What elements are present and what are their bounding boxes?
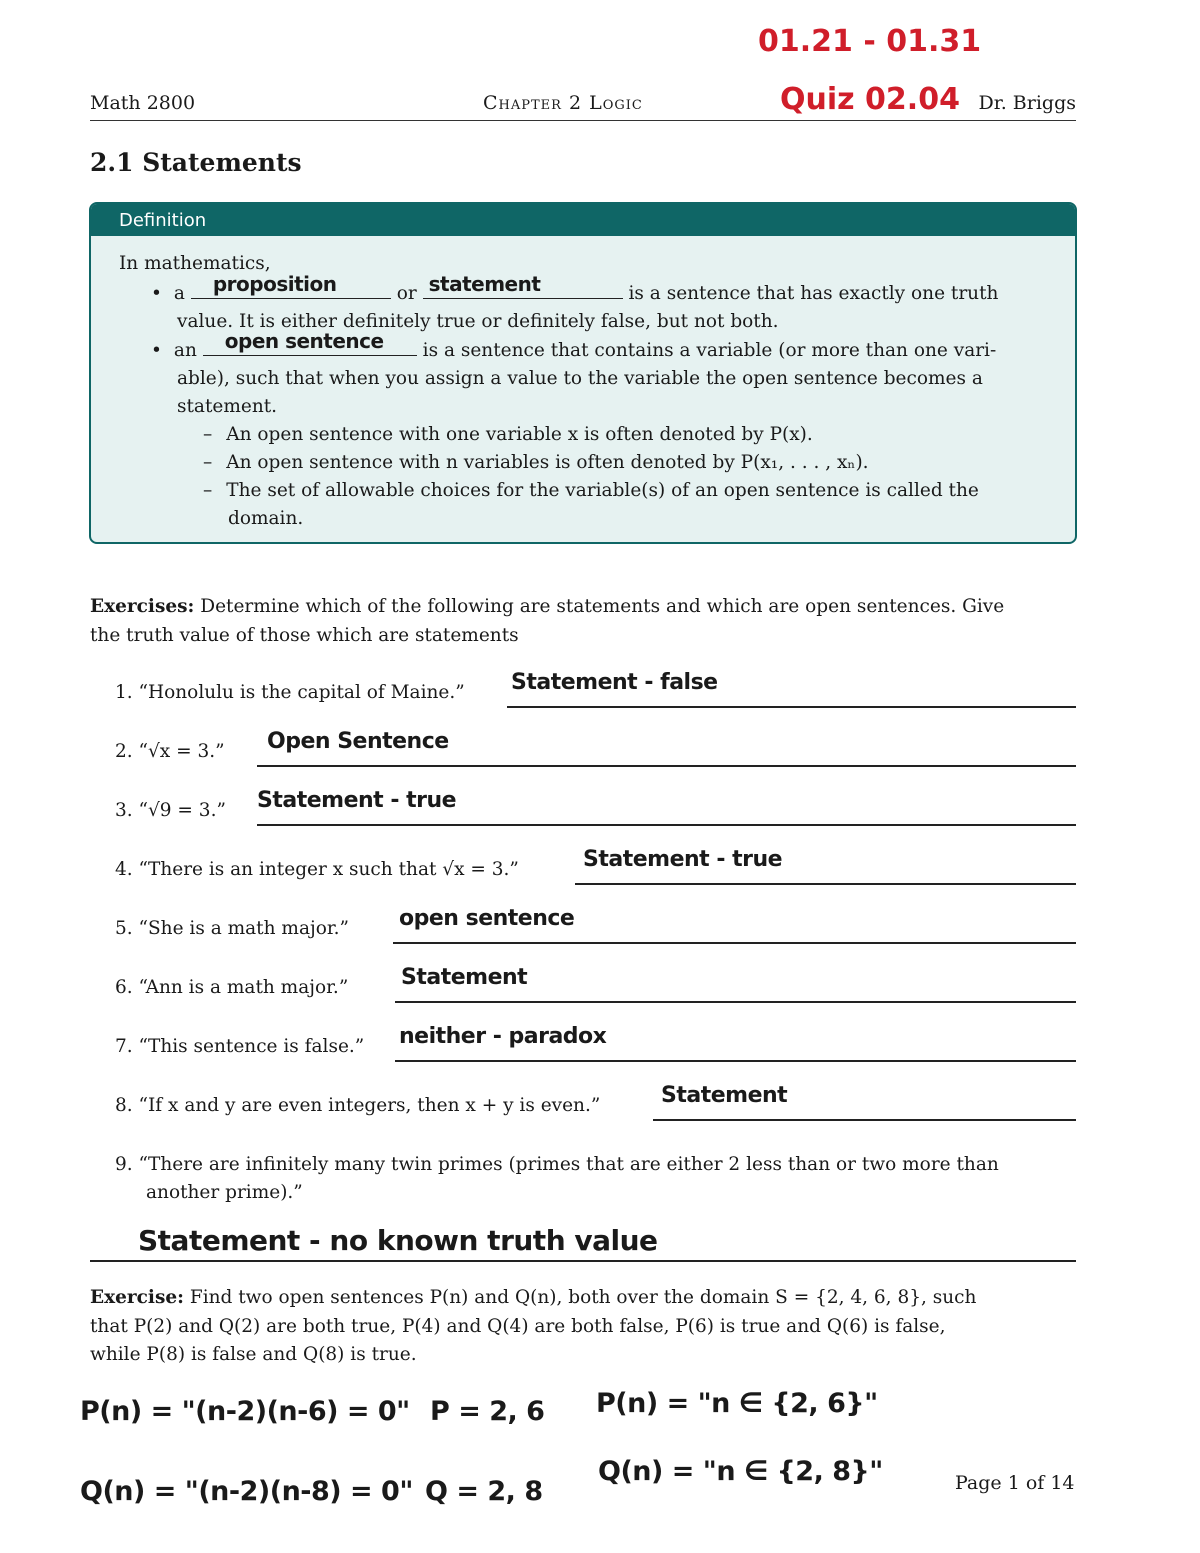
header-rule xyxy=(90,120,1076,121)
chapter-title: Chapter 2 Logic xyxy=(483,92,643,114)
sub-bullet-n-variables: – An open sentence with n variables is often denoted by P(x₁, . . . , xₙ). xyxy=(203,452,869,473)
exercise-item-3: 3. “√9 = 3.” Statement - true xyxy=(115,800,1076,836)
bullet-proposition-line2: value. It is either definitely true or definitely false, but not both. xyxy=(177,311,779,332)
bullet-proposition: • a proposition or statement is a sentence that has exactly one truth xyxy=(151,272,999,304)
answer-3: Statement - true xyxy=(257,788,457,813)
bullet-open-sentence: • an open sentence is a sentence that contains a variable (or more than one vari- xyxy=(151,329,997,361)
exercise-item-2: 2. “√x = 3.” Open Sentence xyxy=(115,741,1076,777)
exercise-open-sentences: Exercise: Find two open sentences P(n) and Q(n), both over the domain S = {2, 4, 6, 8}, such that P(2) and Q(2) are both true, P(4) and Q(4) are both false, P(6) is true and Q(6) is false, while P(8) is false and Q(8) is true. xyxy=(90,1287,977,1365)
definition-box xyxy=(89,202,1077,544)
definition-intro: In mathematics, xyxy=(119,253,271,274)
bullet-open-sentence-line2: able), such that when you assign a value to the variable the open sentence becomes a xyxy=(177,368,983,389)
answer-9-line xyxy=(90,1260,1076,1262)
section-title: 2.1 Statements xyxy=(90,148,302,177)
date-range-annotation: 01.21 - 01.31 xyxy=(758,24,982,59)
answer-9: Statement - no known truth value xyxy=(138,1224,658,1257)
exercises-instructions: Exercises: Determine which of the following are statements and which are open sentences. Give the truth value of those which are statements xyxy=(90,596,1005,646)
exercise-item-6: 6. “Ann is a math major.” Statement xyxy=(115,977,1076,1013)
bullet-open-sentence-line3: statement. xyxy=(177,396,278,417)
answer-5: open sentence xyxy=(399,906,575,931)
statement-blank: statement xyxy=(423,279,623,299)
page-header xyxy=(90,90,1076,120)
instructor-name: Dr. Briggs xyxy=(978,92,1076,114)
work-p-set: P(n) = "n ∈ {2, 6}" xyxy=(596,1388,878,1419)
exercise-item-4: 4. “There is an integer x such that √x = 3.” Statement - true xyxy=(115,859,1076,895)
answer-7: neither - paradox xyxy=(399,1024,607,1049)
quiz-annotation: Quiz 02.04 xyxy=(780,82,960,117)
exercise-item-5: 5. “She is a math major.” open sentence xyxy=(115,918,1076,954)
exercise-item-7: 7. “This sentence is false.” neither - paradox xyxy=(115,1036,1076,1072)
exercise-item-1: 1. “Honolulu is the capital of Maine.” Statement - false xyxy=(115,682,1076,718)
answer-2: Open Sentence xyxy=(267,729,449,754)
exercise-item-9: 9. “There are infinitely many twin primes (primes that are either 2 less than or two more than another prime).” xyxy=(115,1154,999,1203)
definition-head: Definition xyxy=(91,204,1075,236)
sub-bullet-domain: – The set of allowable choices for the variable(s) of an open sentence is called the xyxy=(203,480,979,501)
answer-1: Statement - false xyxy=(511,670,718,695)
exercise-item-8: 8. “If x and y are even integers, then x + y is even.” Statement xyxy=(115,1095,1076,1131)
proposition-blank: proposition xyxy=(191,279,391,299)
work-p-roots: P = 2, 6 xyxy=(430,1396,545,1427)
sub-bullet-domain-line2: domain. xyxy=(228,508,304,529)
work-q-set: Q(n) = "n ∈ {2, 8}" xyxy=(598,1456,883,1487)
work-q-roots: Q = 2, 8 xyxy=(425,1476,543,1507)
work-p-equation: P(n) = "(n-2)(n-6) = 0" xyxy=(80,1396,410,1427)
work-q-equation: Q(n) = "(n-2)(n-8) = 0" xyxy=(80,1476,413,1507)
page-number: Page 1 of 14 xyxy=(955,1472,1075,1494)
open-sentence-blank: open sentence xyxy=(203,336,417,356)
sub-bullet-one-variable: – An open sentence with one variable x is often denoted by P(x). xyxy=(203,424,813,445)
answer-8: Statement xyxy=(661,1083,788,1108)
course-name: Math 2800 xyxy=(90,92,196,114)
answer-6: Statement xyxy=(401,965,528,990)
answer-4: Statement - true xyxy=(583,847,783,872)
